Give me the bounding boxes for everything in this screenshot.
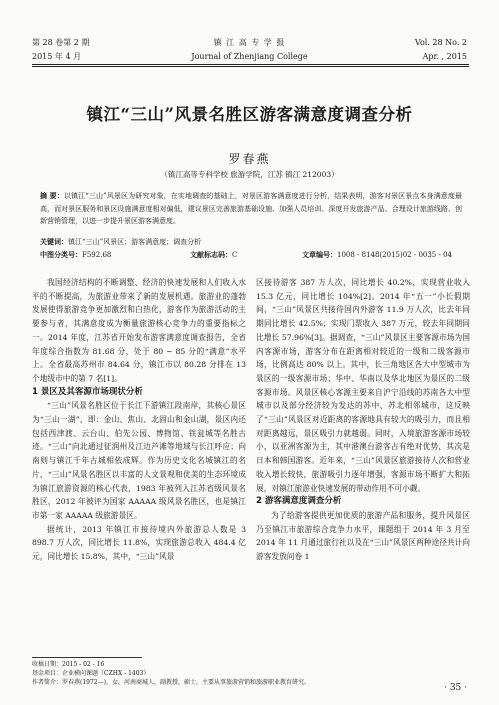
header-rule-bottom <box>32 66 469 67</box>
clc-label: 中图分类号： <box>40 250 82 259</box>
paragraph-market: 区接待游客 387 万人次，同比增长 40.2%，实现营业收入 15.3 亿元，同比增长 104%[2]。2014 年“五一”小长假期间，“三山”风景区共接待国内外游客 11.9 万人次，比去年同期同比增长 42.5%；实现门票收入 387 万元，较去年同期同比增长 57.96%[3]。据调查，“三山”风景区主要客源市场为国内客源市场，游客分布在距离相对较近的一级和二级客源市场，比例高达 80% 以上。其中，长三角地区各大中型城市为景区的一级客源市场；华中、华南以及华北地区为景区的二级客源市场。风景区核心客源主要来自沪宁沿线的苏南各大中型城市以及部分经济较为发达的苏中、苏北相邻城市，这反映了“三山”风景区对近距离的客源地具有较大的吸引力，而且相对距离越远，景区吸引力就越弱。同时，入境旅游客源市场较小，以亚洲客源为主，其中港澳台游客占有绝对优势，其次是日本和韩国游客。近年来，“三山”风景区旅游接待人次和营业收入增长较快，旅游吸引力逐年增强，客源市场不断扩大和拓展，对镇江旅游业快速发展的带动作用不可小觑。 <box>256 278 470 493</box>
article-number <box>302 250 452 260</box>
footnotes <box>32 660 310 687</box>
paragraph-survey: 为了给游客提供更加优质的旅游产品和服务，提升风景区乃至镇江市旅游综合竞争力水平，课题组于 2014 年 3 月至 2014 年 11 月通过旅行社以及在“三山”风景区两种途径共计向游客发放问卷 1 <box>256 510 470 562</box>
footnote-rule <box>32 657 142 658</box>
abstract-text: 以镇江“三山”风景区为研究对象，在实地调查的基础上，对景区游客满意度进行分析，结果表明，游客对景区景点本身满意度最高，而对景区服务和景区设施满意度相对偏低，建议景区完善旅游基础设施、加强人员培训、深度开发旅游产品、合理设计旅游线路、创新营销管理，以进一步提升景区游客满意度。 <box>40 192 463 226</box>
journal-name-cn: 镇 江 高 专 学 报 <box>213 38 286 47</box>
article-title: 镇江“三山”风景名胜区游客满意度调查分析 <box>86 105 413 124</box>
clc-value: F592.68 <box>82 251 112 259</box>
article-no-value: 1008 - 8148(2015)02 - 0035 - 04 <box>337 251 452 259</box>
section-1-heading: 1 景区及其客源市场现状分析 <box>32 386 143 397</box>
paragraph-statistics: 据统计，2013 年镇江市接待境内外旅游总人数是 3 898.7 万人次，同比增长 11.8%，实现旅游总收入 484.4 亿元，同比增长 15.8%，其中，“三山”风景 <box>32 524 246 562</box>
journal-volume-issue: 第 28 卷第 2 期 <box>32 38 90 47</box>
paragraph-scenic-overview: “三山”风景名胜区位于长江下游镇江段南岸，其核心景区为“三山一湖”，即：金山、焦山、北固山和金山湖，景区内还包括西津渡、云台山、伯先公园、博物馆、铁瓮城等名胜古迹。“三山”向北通过征润州及江边芦滩等地域与长江呼应；向南则与镇江千年古城相依成辉。作为历史文化名城镇江的名片，“三山”风景名胜区以丰富的人文景观和优美的生态环境成为镇江旅游资源的核心代表，1983 年被列入江苏省级风景名胜区，2012 年被评为国家 AAAAA 级风景名胜区，也是镇江市第一家 AAAAA 级旅游景区。 <box>32 401 246 520</box>
abstract <box>40 190 462 228</box>
body-left-column <box>32 276 246 564</box>
journal-date: 2015 年 4 月 <box>32 52 82 61</box>
received-date: 收稿日期：2015 - 02 - 16 <box>32 661 105 668</box>
section-2-heading: 2 游客满意度调查分析 <box>256 496 342 507</box>
journal-volume-en: Vol. 28 No. 2 <box>414 38 467 47</box>
keywords <box>40 237 201 247</box>
article-author: 罗春燕 <box>228 152 271 166</box>
doc-code-value: C <box>232 251 238 259</box>
journal-name-en: Journal of Zhenjiang College <box>191 52 308 61</box>
keywords-label: 关键词： <box>40 237 68 246</box>
clc-number <box>40 250 111 260</box>
abstract-label: 摘 要： <box>40 191 64 200</box>
author-affiliation: （镇江高等专科学校 旅游学院，江苏 镇江 212003） <box>160 170 339 179</box>
paragraph-intro: 我国经济结构的不断调整、经济的快速发展和人们收入水平的不断提高，为旅游业带来了新的发展机遇。旅游业的蓬勃发展使得旅游竞争更加激烈和白热化，游客作为旅游活动的主要参与者，其满意度成为衡量旅游核心竞争力的重要指标之一。2014 年度，江苏省开始发布游客满意度调查报告，全省年度综合指数为 81.68 分，处于 80 ~ 85 分的“满意”水平上。全省最高苏州市 84.64 分，镇江市以 80.28 分排在 13 个地级市中的第 7 名[1]。 <box>32 278 246 383</box>
fund-project: 基金项目：企业横向课题（CZHX - 1403） <box>32 670 150 677</box>
page-number: · 35 · <box>444 683 467 693</box>
doc-code-label: 文献标志码： <box>190 250 232 259</box>
body-right-column <box>256 276 470 564</box>
keywords-text: 镇江“三山”风景区；游客满意度；调查分析 <box>68 238 202 246</box>
journal-date-en: Apr. , 2015 <box>422 52 467 61</box>
author-bio: 作者简介：罗春燕(1972—)，女，河南商城人，副教授，硕士，主要从事旅游营销和旅游职业教育研究。 <box>32 679 310 686</box>
document-code <box>190 250 237 260</box>
article-no-label: 文章编号： <box>302 250 337 259</box>
header-rule-top <box>32 64 469 65</box>
